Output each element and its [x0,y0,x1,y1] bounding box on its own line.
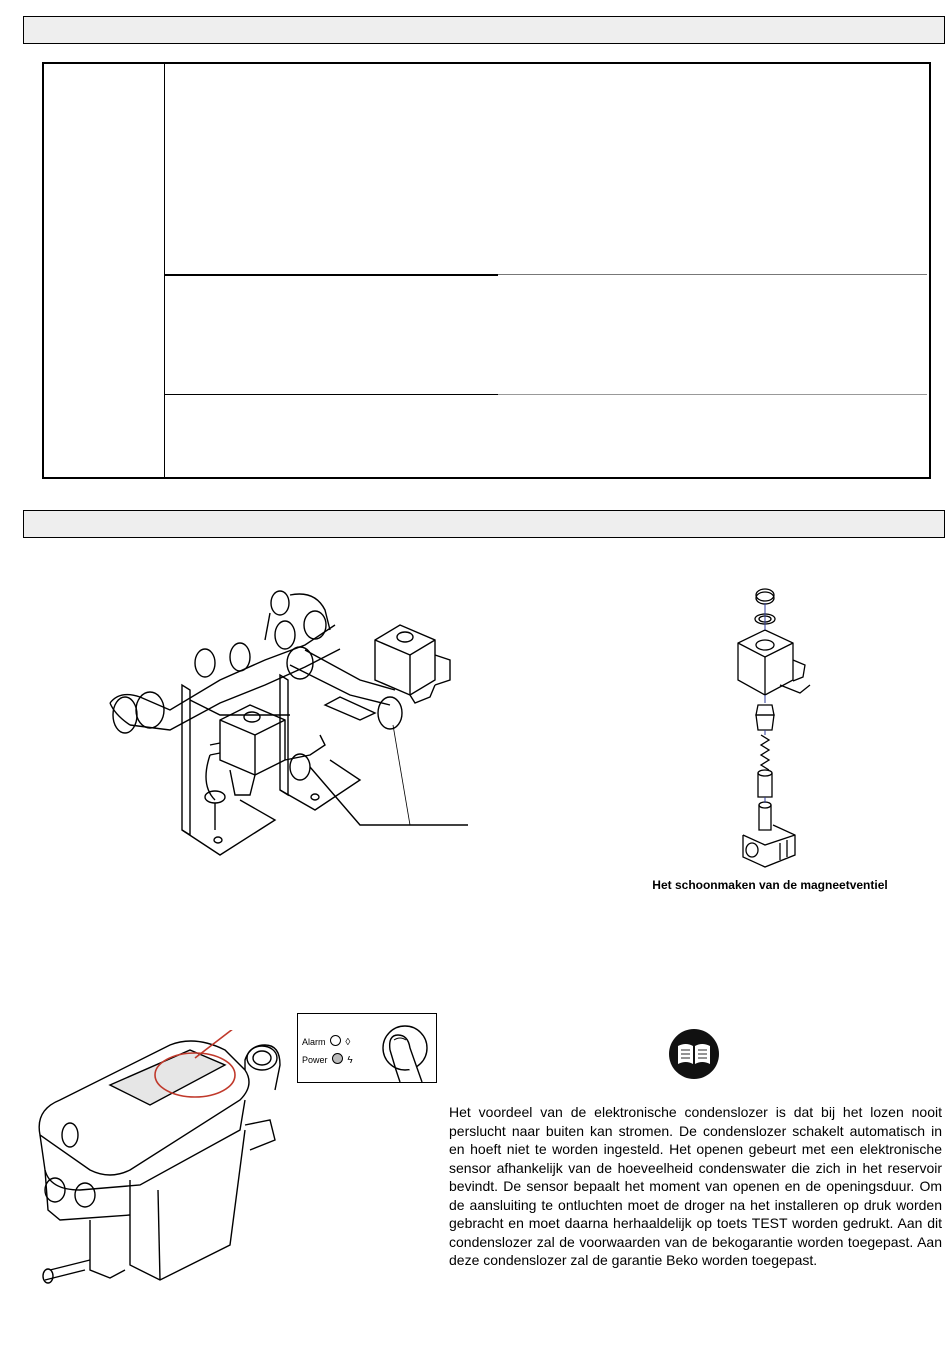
section-header-bar [23,16,945,44]
lightning-icon: ϟ [347,1055,353,1066]
table-row-divider [498,274,927,275]
table-row-divider [164,274,498,276]
solenoid-exploded-drawing [725,585,825,870]
table-row-divider [498,394,927,395]
table-row-divider [164,394,498,395]
test-button-finger-icon [380,1020,436,1082]
power-indicator: Power ϟ [302,1055,353,1066]
description-paragraph: Het voordeel van de elektronische condenslozer is dat bij het lozen nooit perslucht naar buiten kan stromen. De condenslozer schakelt automatisch in en hoeft niet te worden ingesteld. Het openen gebeurt met een elektronische sensor afhankelijk van de hoeveelheid condenswater die zich in het reservoir bevindt. De sensor bepaalt het moment van openen en de openingsduur. Om de aansluiting te ontluchten moet de droger na het installeren op druk worden gebracht en moet daarna herhaaldelijk op toets TEST worden gedrukt. Aan dit condenslozer zal de voorwaarden van de bekogarantie worden toegepast. Aan deze condenslozer zal de garantie Beko worden toegepast. [449,1104,942,1268]
figure-caption: Het schoonmaken van de magneetventiel [652,878,888,892]
section-header-bar [23,510,945,538]
electronic-drain-drawing [30,1030,290,1300]
alarm-indicator: Alarm ◊ [302,1037,351,1048]
indicator-panel [297,1013,437,1083]
signal-icon: ◊ [345,1037,351,1048]
table-column-divider [164,64,165,477]
book-icon [668,1028,720,1080]
alarm-led-icon [330,1035,341,1046]
info-table [42,62,931,479]
valve-assembly-drawing [90,585,475,860]
power-led-icon [332,1053,343,1064]
